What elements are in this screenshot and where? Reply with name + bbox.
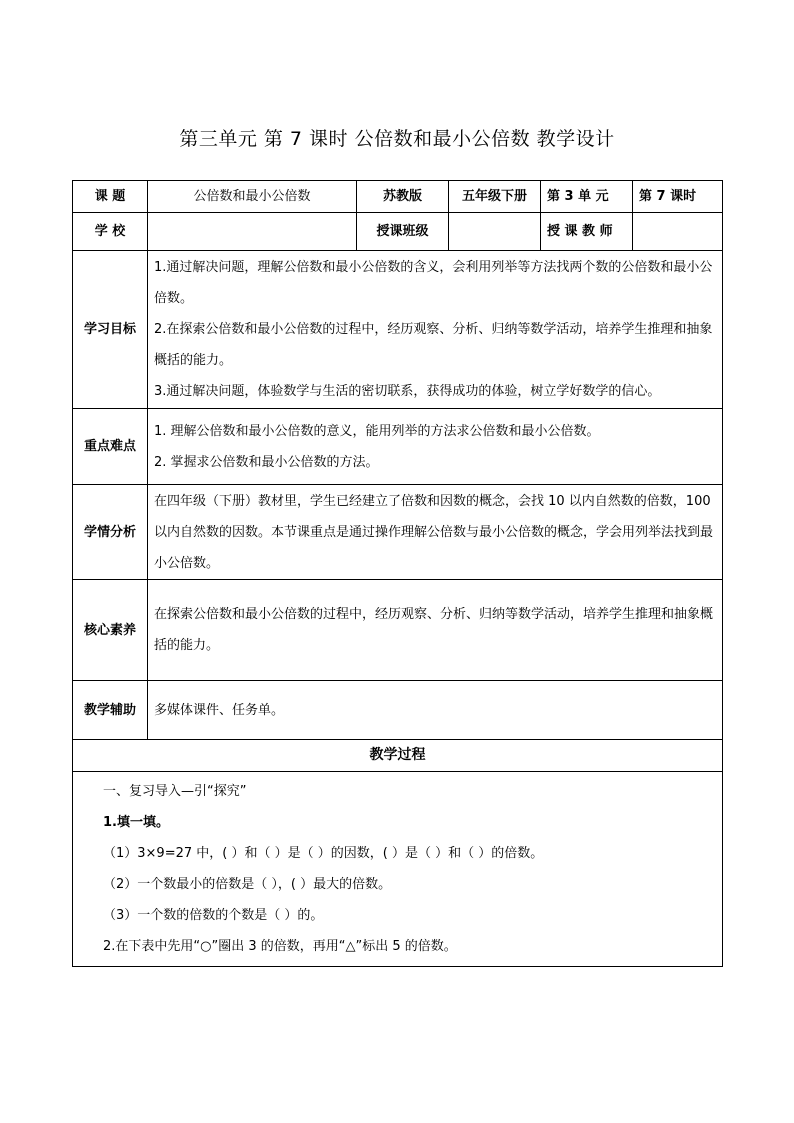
- lesson-plan-table: [72, 180, 723, 967]
- table-row-school: [73, 213, 723, 251]
- analysis-text: 在四年级（下册）教材里，学生已经建立了倍数和因数的概念，会找 10 以内自然数的倍数，100 以内自然数的因数。本节课重点是通过操作理解公倍数与最小公倍数的概念，学会用列举法找到最小公倍数。: [148, 485, 723, 580]
- process-line: 一、复习导入—引“探究”: [103, 784, 247, 799]
- table-row-process-heading: [73, 740, 723, 772]
- unit-value: 第 3 单 元: [541, 181, 633, 213]
- analysis-label: 学情分析: [73, 485, 148, 580]
- process-heading: 教学过程: [73, 740, 723, 772]
- table-row-topic: [73, 181, 723, 213]
- key-points-label: 重点难点: [73, 409, 148, 485]
- table-row-goals: [73, 251, 723, 409]
- class-value: [449, 213, 541, 251]
- table-row-key-points: [73, 409, 723, 485]
- aids-text: 多媒体课件、任务单。: [148, 681, 723, 740]
- school-value: [148, 213, 357, 251]
- table-row-analysis: [73, 485, 723, 580]
- publisher-value: 苏教版: [357, 181, 449, 213]
- goal-item: 3.通过解决问题，体验数学与生活的密切联系，获得成功的体验，树立学好数学的信心。: [154, 384, 661, 399]
- lesson-number-value: 第 7 课时: [633, 181, 723, 213]
- goals-content: [148, 251, 723, 409]
- key-point-item: 1. 理解公倍数和最小公倍数的意义，能用列举的方法求公倍数和最小公倍数。: [154, 423, 600, 439]
- goal-item: 1.通过解决问题，理解公倍数和最小公倍数的含义，会利用列举等方法找两个数的公倍数和最小公倍数。: [154, 260, 713, 306]
- literacy-label: 核心素养: [73, 580, 148, 681]
- goal-item: 2.在探索公倍数和最小公倍数的过程中，经历观察、分析、归纳等数学活动，培养学生推理和抽象概括的能力。: [154, 322, 713, 368]
- topic-value: 公倍数和最小公倍数: [148, 181, 357, 213]
- table-row-process: [73, 772, 723, 967]
- teacher-label: 授 课 教 师: [541, 213, 633, 251]
- school-label: 学 校: [73, 213, 148, 251]
- process-line: 2.在下表中先用“○”圈出 3 的倍数，再用“△”标出 5 的倍数。: [103, 939, 457, 954]
- process-content: [73, 772, 723, 967]
- process-line: （2）一个数最小的倍数是（ ），( ）最大的倍数。: [103, 877, 392, 892]
- process-line: （3）一个数的倍数的个数是（ ）的。: [103, 908, 324, 923]
- process-line: 1.填一填。: [103, 815, 169, 830]
- key-point-item: 2. 掌握求公倍数和最小公倍数的方法。: [154, 454, 379, 470]
- key-points-content: [148, 409, 723, 485]
- teacher-value: [633, 213, 723, 251]
- class-label: 授课班级: [357, 213, 449, 251]
- topic-label: 课 题: [73, 181, 148, 213]
- page-title: 第三单元 第 7 课时 公倍数和最小公倍数 教学设计: [179, 128, 615, 150]
- aids-label: 教学辅助: [73, 681, 148, 740]
- literacy-text: 在探索公倍数和最小公倍数的过程中，经历观察、分析、归纳等数学活动，培养学生推理和抽象概括的能力。: [148, 580, 723, 681]
- process-line: （1）3×9=27 中，( ）和（ ）是（ ）的因数，( ）是（ ）和（ ）的倍数。: [103, 846, 544, 861]
- goals-label: 学习目标: [73, 251, 148, 409]
- table-row-literacy: [73, 580, 723, 681]
- grade-value: 五年级下册: [449, 181, 541, 213]
- table-row-aids: [73, 681, 723, 740]
